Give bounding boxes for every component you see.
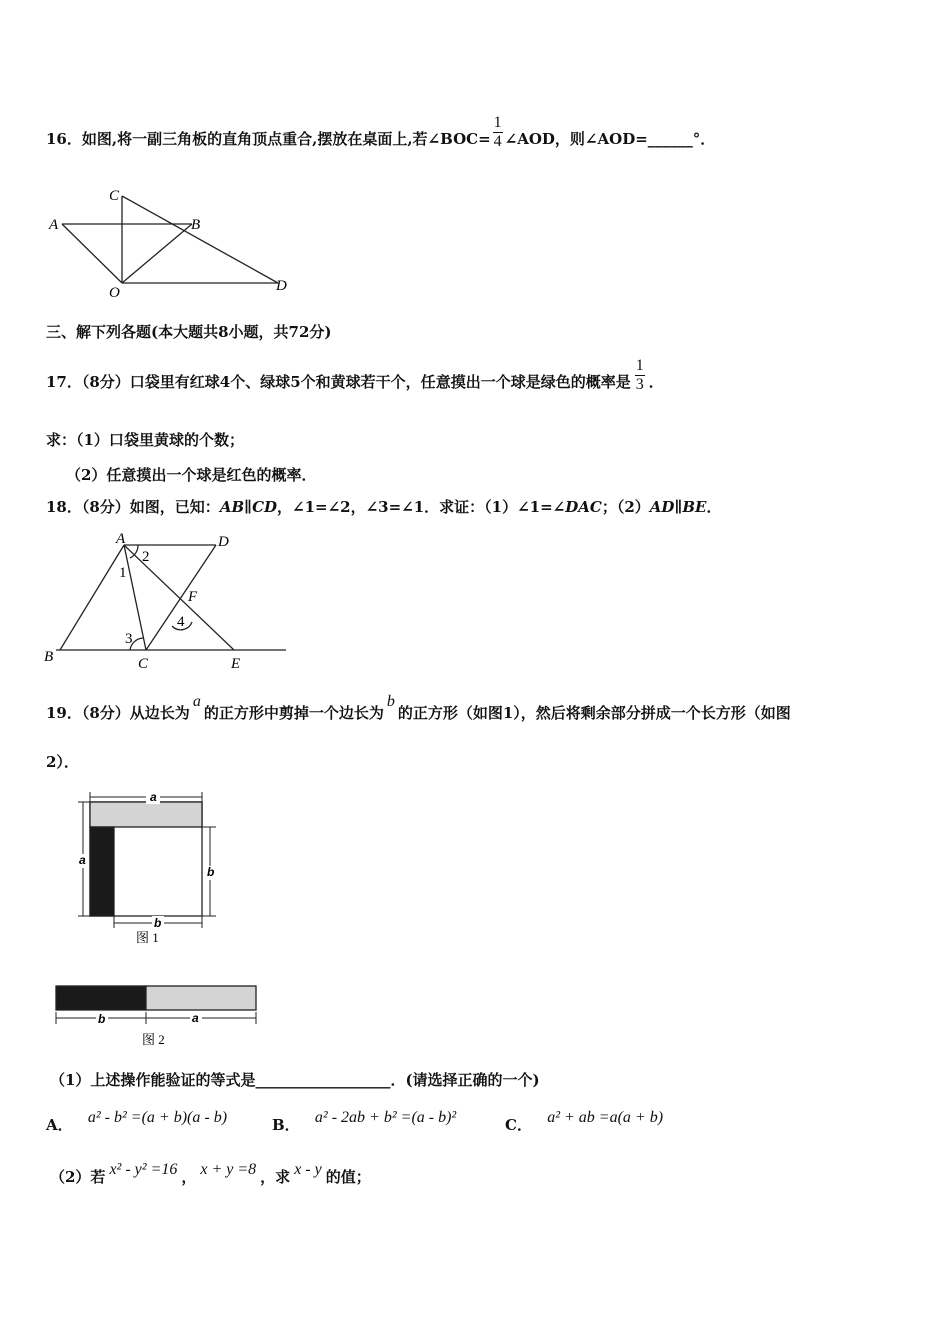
q19-sub1: （1）上述操作能验证的等式是__________________．(请选择正确的一个) xyxy=(50,1071,540,1089)
q19-sub2-d: 的值； xyxy=(325,1168,371,1186)
fig2-caption: 图 2 xyxy=(142,1032,165,1047)
q19-option-b-eq: a² - 2ab + b² =(a - b)² xyxy=(314,1109,457,1126)
q19-option-c-eq: a² + ab =a(a + b) xyxy=(547,1109,664,1126)
q18-label-4: 4 xyxy=(177,614,185,630)
q16-label-a: A xyxy=(49,217,59,233)
q18-label-3: 3 xyxy=(125,631,133,647)
q19-option-c-label: C． xyxy=(505,1116,532,1134)
q19-sub2-c: ，求 xyxy=(260,1168,291,1186)
q17-ask1: 求：（1）口袋里黄球的个数； xyxy=(46,431,244,449)
q18-label-d: D xyxy=(218,534,229,550)
q16-label-o: O xyxy=(109,285,120,301)
q18-text-c: ，∠1=∠2，∠3=∠1．求证：（1）∠1=∠ xyxy=(277,498,566,516)
fig1-caption: 图 1 xyxy=(136,930,159,945)
q18-label-2: 2 xyxy=(142,549,150,565)
q19-sub2 xyxy=(50,1161,371,1187)
q17-frac-num: 1 xyxy=(635,356,644,374)
q18-text-g: ． xyxy=(706,498,722,516)
q17-prefix: 17．（8分）口袋里有红球4个、绿球5个和黄球若干个，任意摸出一个球是绿色的概率是 xyxy=(46,373,631,391)
q19-option-a-eq: a² - b² =(a + b)(a - b) xyxy=(87,1109,228,1126)
q19-option-a xyxy=(46,1106,228,1134)
q17-fraction xyxy=(635,357,645,394)
q18-label-e: E xyxy=(231,656,241,672)
q19-sub2-b: ， xyxy=(181,1168,197,1186)
q17-frac-den: 3 xyxy=(635,375,644,393)
q17-text xyxy=(46,356,664,394)
fig1-label-right-b: b xyxy=(207,865,215,879)
q19-p3: 的正方形（如图1），然后将剩余部分拼成一个长方形（如图 xyxy=(397,704,791,722)
q19-option-a-label: A． xyxy=(46,1116,73,1134)
fig1-label-top-a: a xyxy=(150,790,157,804)
q19-var-a: a xyxy=(192,693,201,710)
q19-option-c xyxy=(505,1106,664,1134)
q19-line2: 2）． xyxy=(46,753,79,771)
q17-suffix: ． xyxy=(648,373,664,391)
q16-prefix: 16．如图,将一副三角板的直角顶点重合,摆放在桌面上,若∠BOC= xyxy=(46,130,491,148)
q18-text-e: ；（2） xyxy=(601,498,650,516)
q18-text-b: AB∥CD xyxy=(219,498,278,516)
q19-sub2-eq2: x + y =8 xyxy=(200,1161,257,1178)
q16-suffix: ∠AOD，则∠AOD=______°． xyxy=(504,130,716,148)
q16-fraction xyxy=(493,114,503,151)
q18-label-b: B xyxy=(44,649,54,665)
q19-var-b: b xyxy=(386,693,395,710)
q18-text-f: AD∥BE xyxy=(649,498,707,516)
q16-frac-num: 1 xyxy=(493,113,502,131)
q18-text-d: DAC xyxy=(565,498,602,516)
q19-p1: 19．（8分）从边长为 xyxy=(46,704,190,722)
q18-label-1: 1 xyxy=(119,565,127,581)
q18-figure xyxy=(40,528,300,674)
fig2-label-b: b xyxy=(98,1012,106,1026)
q18-text-a: 18．（8分）如图，已知： xyxy=(46,498,220,516)
q19-line1 xyxy=(46,693,791,723)
q18-label-a: A xyxy=(116,531,126,547)
q18-label-f: F xyxy=(188,589,198,605)
q16-text xyxy=(46,113,716,151)
q16-frac-den: 4 xyxy=(493,132,502,150)
fig1-label-bottom-b: b xyxy=(154,916,162,930)
q16-figure xyxy=(40,182,300,302)
q19-figure1 xyxy=(74,786,224,948)
q16-label-c: C xyxy=(109,188,120,204)
q19-p2: 的正方形中剪掉一个边长为 xyxy=(203,704,384,722)
q17-ask2: （2）任意摸出一个球是红色的概率． xyxy=(66,466,317,484)
q16-label-d: D xyxy=(276,278,287,294)
q18-text xyxy=(46,496,722,517)
fig1-label-left-a: a xyxy=(79,853,86,867)
fig2-label-a: a xyxy=(192,1011,199,1025)
q16-label-b: B xyxy=(191,217,201,233)
q19-sub2-eq3: x - y xyxy=(294,1161,322,1178)
q18-label-c: C xyxy=(138,656,149,672)
q19-option-b-label: B． xyxy=(272,1116,300,1134)
q19-figure2 xyxy=(50,980,265,1052)
q19-option-b xyxy=(272,1106,457,1134)
q19-sub2-a: （2）若 xyxy=(50,1168,106,1186)
section3-title: 三、解下列各题(本大题共8小题，共72分) xyxy=(46,323,332,341)
q19-sub2-eq1: x² - y² =16 xyxy=(109,1161,178,1178)
